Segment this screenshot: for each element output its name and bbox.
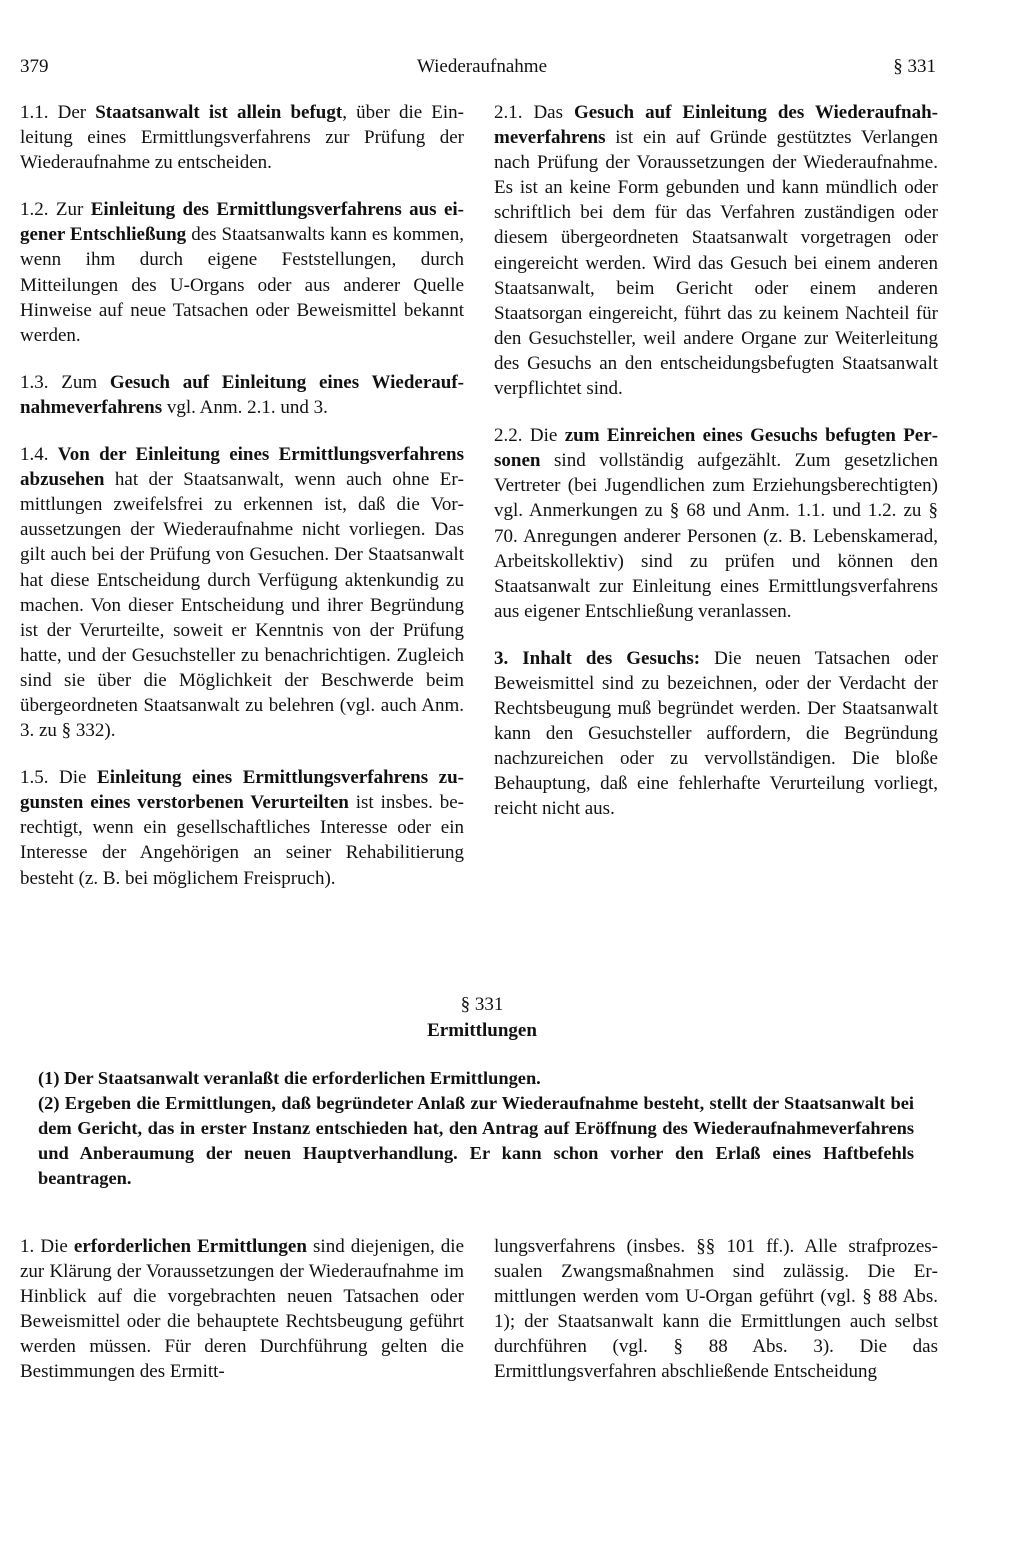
annotation-2-1: 2.1. Das Gesuch auf Einleitung des Wiederaufnahmeverfahrens ist ein auf Gründe gestütztes Verlangen nach Prüfung der Voraussetzungen der Wiederaufnahme. Es ist an keine Form gebunden und kann mündlich oder schriftlich bei dem für das Verfahren zuständigen oder diesem übergeordneten Staatsanwalt vorgetragen oder eingereicht werden. Wird das Gesuch bei einem anderen Staatsanwalt, beim Gericht oder einem anderen Staatsorgan eingereicht, führt das zu keinem Nachteil für den Gesuchsteller, weil andere Organe zur Weiterleitung des Gesuchs an den entscheidungsbefugten Staatsanwalt verpflichtet sind.: [494, 102, 938, 400]
running-header: [0, 56, 1024, 86]
right-column-bottom: [494, 1234, 938, 1385]
right-column-top: [494, 100, 938, 844]
statute-text: [30, 1066, 914, 1191]
statute-paragraph-2: (2) Ergeben die Ermittlungen, daß begründeter Anlaß zur Wiederaufnahme besteht, stellt der Staatsanwalt bei dem Gericht, das in erster Instanz entschieden hat, den Antrag auf Eröffnung des Wiederaufnahmeverfahrens und Anberaumung der neuen Hauptverhandlung. Er kann schon vorher den Erlaß eines Haftbefehls beantragen.: [38, 1093, 914, 1188]
annotation-1-5: 1.5. Die Einleitung eines Ermittlungsverfahrens zugunsten eines verstorbenen Verurteilten ist insbes. berechtigt, wenn ein gesellschaftliches Interesse oder ein Interesse der Angehörigen an seiner Rehabilitierung besteht (z. B. bei möglichem Freispruch).: [20, 767, 464, 889]
section-number: § 331: [460, 994, 504, 1015]
annotation-bottom-continued: lungsverfahrens (insbes. §§ 101 ff.). Alle strafprozessualen Zwangsmaßnahmen sind zulässig. Die Ermittlungen werden vom U-Organ geführt (vgl. § 88 Abs. 1); der Staatsanwalt kann die Ermittlungen auch selbst durchführen (vgl. § 88 Abs. 3). Die das Ermittlungsverfahren abschließende Entscheidung: [494, 1236, 938, 1383]
running-title: Wiederaufnahme: [416, 56, 548, 77]
running-section: § 331: [893, 56, 936, 77]
statute-paragraph-1: (1) Der Staatsanwalt veranlaßt die erforderlichen Ermittlungen.: [38, 1068, 541, 1088]
annotation-bottom-1: 1. Die erforderlichen Ermittlungen sind diejenigen, die zur Klärung der Voraussetzungen der Wiederaufnahme im Hinblick auf die vorgebrachten neuen Tatsachen oder Beweismittel oder die behauptete Rechtsbeugung geführt werden müssen. Für deren Durchführung gelten die Bestimmungen des Ermitt-: [20, 1236, 465, 1383]
annotation-1-1: 1.1. Der Staatsanwalt ist allein befugt, über die Einleitung eines Ermittlungsverfahrens zur Prüfung der Wiederaufnahme zu entscheiden.: [20, 102, 464, 174]
section-heading: [0, 992, 964, 1044]
annotation-3: 3. Inhalt des Gesuchs: Die neuen Tatsachen oder Beweismittel sind zu bezeichnen, oder der Verdacht der Rechtsbeugung muß begründet werden. Der Staatsanwalt kann den Gesuchsteller auffordern, die Begründung nachzureichen oder zu vervollständigen. Die bloße Behauptung, daß eine fehlerhafte Verurteilung vorliegt, reicht nicht aus.: [494, 647, 938, 820]
annotation-1-2: 1.2. Zur Einleitung des Ermittlungsverfahrens aus eigener Entschließung des Staatsanwalts kann es kommen, wenn ihm durch eigene Feststellungen, durch Mitteilungen des U-Organs oder aus anderer Quelle Hinweise auf neue Tatsachen oder Beweismittel bekannt werden.: [20, 199, 464, 346]
page-number: 379: [20, 56, 49, 77]
annotation-1-4: 1.4. Von der Einleitung eines Ermittlungsverfahrens abzusehen hat der Staatsanwalt, wenn auch ohne Ermittlungen zweifelsfrei zu erkennen ist, daß die Voraussetzungen der Wiederaufnahme nicht vorliegen. Das gilt auch bei der Prüfung von Gesuchen. Der Staatsanwalt hat diese Entscheidung durch Verfügung aktenkundig zu machen. Von dieser Entscheidung und ihrer Begründung ist der Verurteilte, soweit er Kenntnis von der Prüfung hatte, und der Gesuchsteller zu benachrichtigen. Zugleich sind sie über die Möglichkeit der Beschwerde beim übergeordneten Staatsanwalt zu belehren (vgl. auch Anm. 3. zu § 332).: [20, 444, 464, 742]
section-title: Ermittlungen: [427, 1020, 537, 1041]
left-column-bottom: [20, 1234, 464, 1385]
annotation-1-3: 1.3. Zum Gesuch auf Einleitung eines Wiederaufnahmeverfahrens vgl. Anm. 2.1. und 3.: [20, 371, 464, 418]
left-column-top: [20, 100, 464, 913]
annotation-2-2: 2.2. Die zum Einreichen eines Gesuchs befugten Personen sind vollständig aufgezählt. Zum gesetzlichen Vertreter (bei Jugendlichen zum Erziehungsberechtigten) vgl. Anmerkungen zu § 68 und Anm. 1.1. und 1.2. zu § 70. Anregungen anderer Personen (z. B. Lebenskamerad, Arbeitskollektiv) sind zu prüfen und können den Staatsanwalt zur Einleitung eines Ermittlungsverfahrens aus eigener Entschließung veranlassen.: [494, 425, 939, 622]
